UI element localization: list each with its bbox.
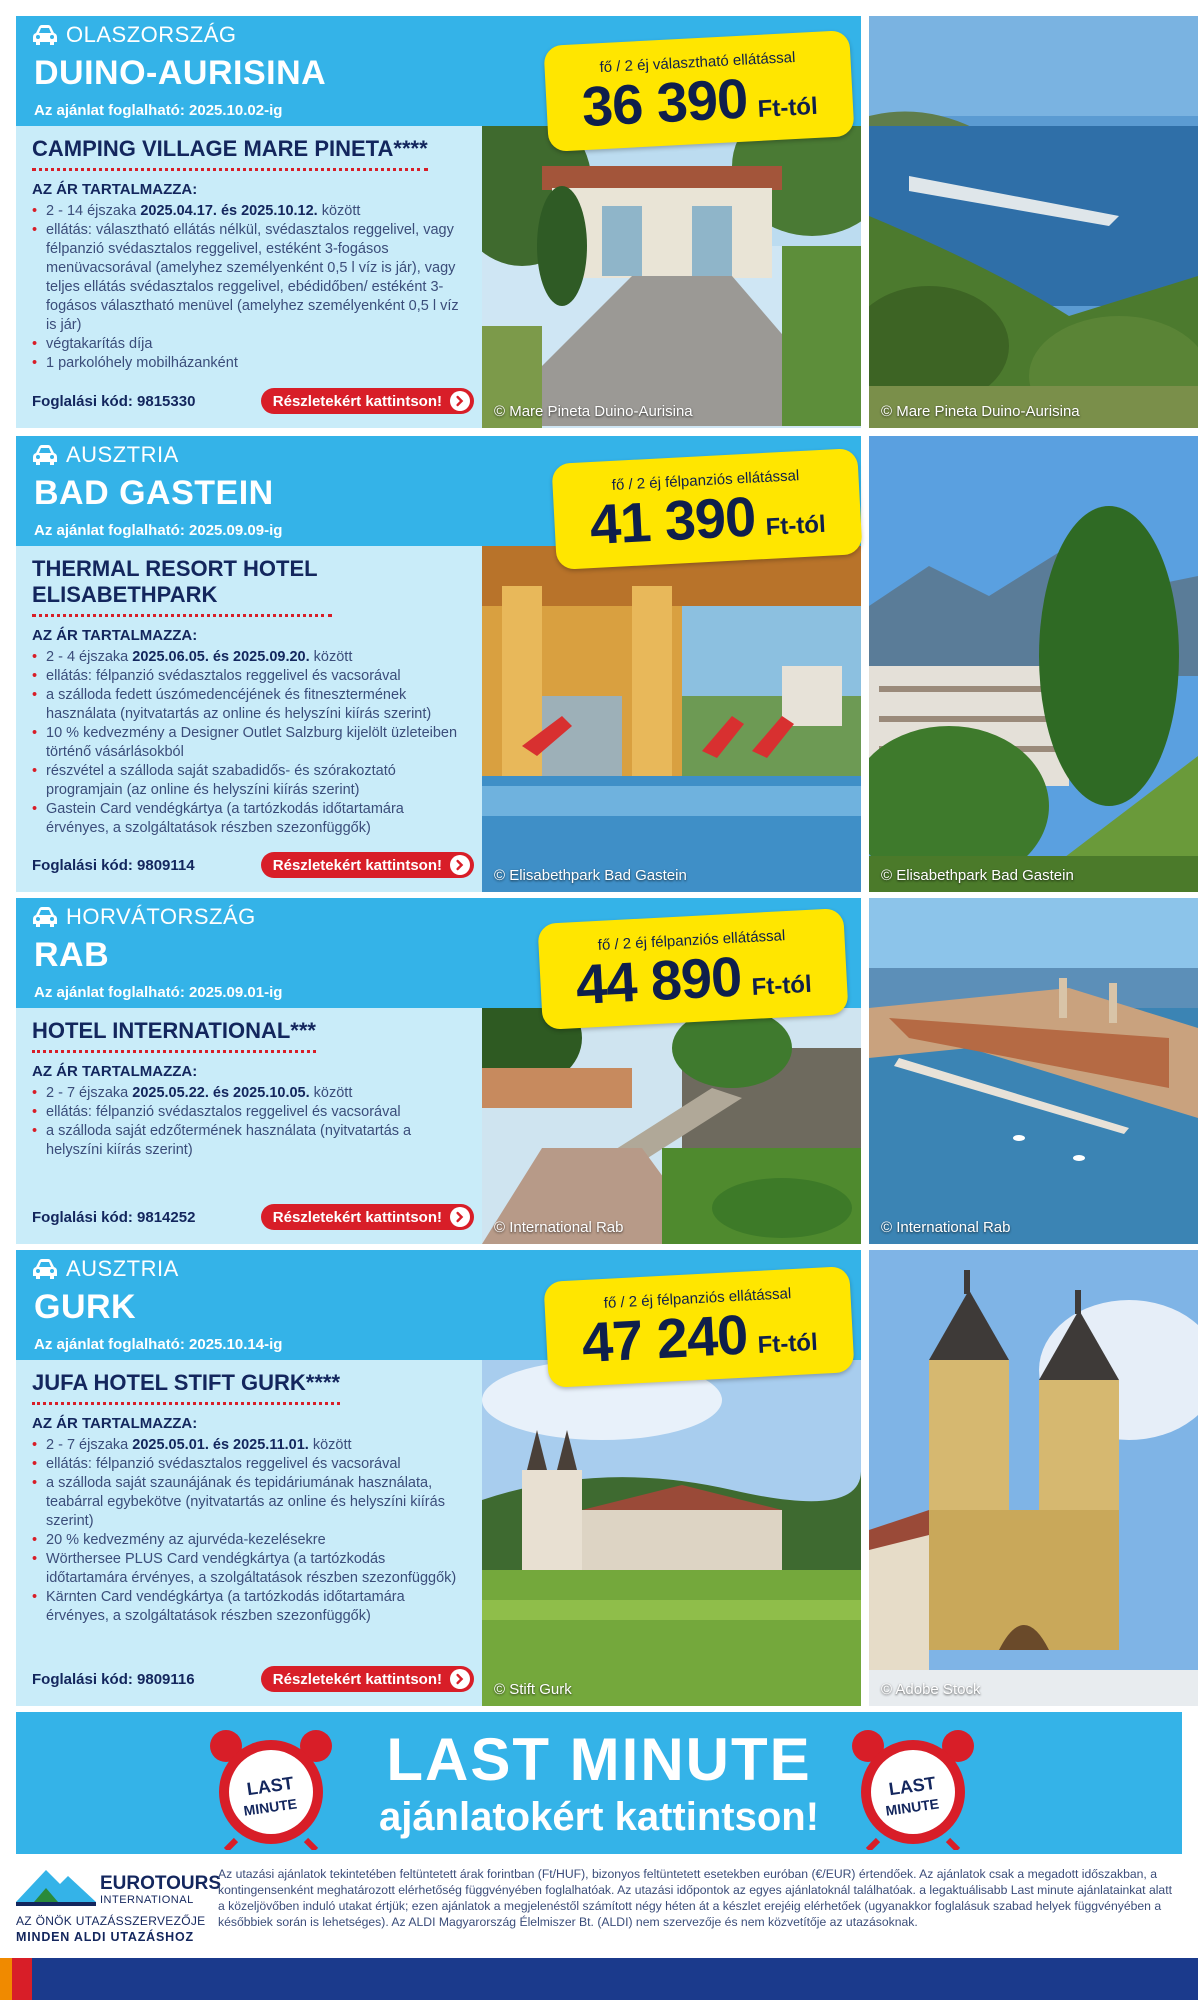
details-button[interactable] (261, 1204, 474, 1230)
included-item (32, 648, 466, 667)
included-item (32, 202, 466, 221)
photo-credit: © International Rab (881, 1219, 1011, 1236)
price-badge (551, 448, 862, 570)
booking-code: Foglalási kód: 9815330 (32, 392, 196, 410)
offer-card-bad-gastein (16, 436, 1182, 892)
details-button-label: Részletekért kattintson! (272, 856, 442, 874)
details-button-label: Részletekért kattintson! (272, 1208, 442, 1226)
destination-title: DUINO-AURISINA (34, 54, 327, 92)
price-suffix: Ft-tól (756, 92, 819, 123)
disclaimer-text: Az utazási ajánlatok tekintetében feltüntetett árak forintban (Ft/HUF), bizonyos feltüntetett esetekben euróban (€/EUR) értendőek. Az ajánlatok csak a megadott időszakban, a kontingensenként meghatározott elérhetőség függvényében foglalhatóak. Az utazási időpontok az egyes ajánlatoknál találhatóak. a legaktuálisabb Last minute ajánlatainkat alatt a közeljövőben induló utakat értjük; ezen ajánlatok a megjelenéstől számított négy héten át a készlet erejéig elérhetőek (ugyanakkor foglalásuk szabad helyek függvényében a későbbiek során is lehetséges). Az ALDI Magyarország Élelmiszer Bt. (ALDI) nem szervezője és nem közvetítője az utazásoknak. (218, 1867, 1172, 1929)
included-item (32, 1436, 466, 1455)
included-item-pre: a szálloda saját edzőtermének használata (nyitvatartás a helyszíni kiírás szerint) (46, 1123, 412, 1158)
included-item-pre: ellátás: félpanzió svédasztalos reggelivel és vacsorával (46, 668, 401, 684)
photo-credit: © Adobe Stock (881, 1681, 981, 1698)
hotel-name: HOTEL INTERNATIONAL*** (32, 1018, 316, 1053)
included-item-pre: végtakarítás díja (46, 336, 153, 352)
price-badge (537, 908, 848, 1030)
booking-row (32, 1204, 474, 1230)
tagline-line2: MINDEN ALDI UTAZÁSHOZ (16, 1930, 194, 1944)
logo-subtitle: INTERNATIONAL (100, 1894, 194, 1906)
logo-name: EUROTOURS (100, 1873, 222, 1894)
included-item-pre: 2 - 7 éjszaka (46, 1437, 133, 1453)
included-item (32, 800, 466, 838)
includes-heading: AZ ÁR TARTALMAZZA: (32, 1063, 198, 1080)
alarm-clock-icon (848, 1720, 978, 1850)
included-item-pre: 10 % kedvezmény a Designer Outlet Salzburg kijelölt üzleteiben történő vásárlásokból (46, 725, 458, 760)
hotel-name: JUFA HOTEL STIFT GURK**** (32, 1370, 340, 1405)
offer-card-rab (16, 898, 1182, 1244)
included-list (32, 1084, 466, 1160)
country-label: OLASZORSZÁG (66, 22, 237, 47)
price-value: 36 390 (580, 66, 749, 138)
arrow-right-icon (450, 1669, 470, 1689)
included-item-post: között (309, 649, 353, 665)
last-minute-subtitle: ajánlatokért kattintson! (378, 1795, 820, 1839)
footer (16, 1862, 1182, 1952)
included-item (32, 354, 466, 373)
photo-credit: © Elisabethpark Bad Gastein (881, 867, 1074, 884)
car-icon (32, 444, 58, 466)
price-suffix: Ft-tól (764, 510, 827, 541)
included-item (32, 762, 466, 800)
arrow-right-icon (450, 855, 470, 875)
photo-rab-town (869, 898, 1198, 1244)
validity-text: Az ajánlat foglalható: 2025.10.02-ig (34, 102, 283, 119)
country-label: HORVÁTORSZÁG (66, 904, 256, 929)
destination-title: RAB (34, 936, 110, 974)
arrow-right-icon (450, 391, 470, 411)
included-item-post: között (308, 1437, 352, 1453)
price-label: fő / 2 éj félpanziós ellátással (611, 466, 800, 494)
stripe-accent-red (12, 1958, 32, 2000)
mountain-logo-icon (16, 1862, 96, 1908)
price-value: 44 890 (574, 944, 743, 1016)
country-label: AUSZTRIA (66, 442, 179, 467)
included-item-pre: 2 - 14 éjszaka (46, 203, 141, 219)
country-row (32, 22, 237, 48)
photo-cathedral-towers (869, 1250, 1198, 1706)
included-item-pre: ellátás: választható ellátás nélkül, svédasztalos reggelivel, vagy félpanzió svédasztalos reggelivel, estéként 3-fogásos menüvacsorával (amelyhez személyenként 0,5 l víz is jár), vagy teljes ellátás svédasztalos reggelivel, ebédidőben/ estéként 3-fogásos választható menüvel (amelyhez személyenként 0,5 l víz is jár) (46, 222, 459, 333)
booking-code: Foglalási kód: 9809116 (32, 1670, 195, 1688)
price-badge (543, 30, 854, 152)
last-minute-title: LAST MINUTE (386, 1726, 812, 1793)
clock-text-line2: MINUTE (884, 1795, 940, 1819)
included-item-pre: 1 parkolóhely mobilházanként (46, 355, 238, 371)
included-item (32, 1455, 466, 1474)
offer-details-panel (16, 1008, 482, 1244)
validity-text: Az ajánlat foglalható: 2025.10.14-ig (34, 1336, 283, 1353)
included-list (32, 1436, 466, 1626)
included-item-pre: Wörthersee PLUS Card vendégkártya (a tartózkodás időtartamára érvényes, a szolgáltatások részben szezonfüggők) (46, 1551, 457, 1586)
booking-code: Foglalási kód: 9809114 (32, 856, 195, 874)
photo-credit: © Elisabethpark Bad Gastein (494, 867, 687, 884)
included-item (32, 724, 466, 762)
offer-details-panel (16, 126, 482, 428)
included-item-bold: 2025.05.22. és 2025.10.05. (132, 1085, 310, 1101)
included-item-pre: 20 % kedvezmény az ajurvéda-kezelésekre (46, 1532, 326, 1548)
included-item (32, 1103, 466, 1122)
country-label: AUSZTRIA (66, 1256, 179, 1281)
included-item-bold: 2025.06.05. és 2025.09.20. (132, 649, 310, 665)
included-item-pre: ellátás: félpanzió svédasztalos reggelivel és vacsorával (46, 1456, 401, 1472)
hotel-name: THERMAL RESORT HOTEL ELISABETHPARK (32, 556, 332, 617)
included-item-pre: a szálloda saját szaunájának és tepidáriumának használata, teabárral egybekötve (nyitvatartás az online és helyszíni kiírás szerint) (46, 1475, 445, 1529)
included-item-pre: Kärnten Card vendégkártya (a tartózkodás időtartamára érvényes, a szolgáltatások részben szezonfüggők) (46, 1589, 405, 1624)
included-item-pre: Gastein Card vendégkártya (a tartózkodás időtartamára érvényes, a szolgáltatások részben szezonfüggők) (46, 801, 404, 836)
included-item (32, 1531, 466, 1550)
included-item (32, 1474, 466, 1531)
details-button[interactable] (261, 388, 474, 414)
included-item (32, 1588, 466, 1626)
includes-heading: AZ ÁR TARTALMAZZA: (32, 181, 198, 198)
photo-stift-gurk-landscape (482, 1360, 861, 1706)
included-list (32, 202, 466, 373)
photo-indoor-pool (482, 546, 861, 892)
country-row (32, 1256, 179, 1282)
included-item (32, 667, 466, 686)
offer-details-panel (16, 1360, 482, 1706)
hotel-name: CAMPING VILLAGE MARE PINETA**** (32, 136, 428, 171)
tagline-line1: AZ ÖNÖK UTAZÁSSZERVEZŐJE (16, 1914, 206, 1928)
included-item-pre: ellátás: félpanzió svédasztalos reggelivel és vacsorával (46, 1104, 401, 1120)
validity-text: Az ajánlat foglalható: 2025.09.09-ig (34, 522, 283, 539)
photo-camping-entrance (482, 126, 861, 428)
included-item-post: között (309, 1085, 353, 1101)
destination-title: BAD GASTEIN (34, 474, 274, 512)
price-value: 47 240 (580, 1302, 749, 1374)
included-item-pre: 2 - 4 éjszaka (46, 649, 133, 665)
car-icon (32, 906, 58, 928)
photo-credit: © International Rab (494, 1219, 624, 1236)
stripe-accent-orange (0, 1958, 12, 2000)
included-list (32, 648, 466, 838)
photo-hotel-mountains (869, 436, 1198, 892)
included-item-pre: részvétel a szálloda saját szabadidős- és szórakoztató programjain (az online és helyszíni kiírás szerint) (46, 763, 396, 798)
included-item (32, 1550, 466, 1588)
price-badge (543, 1266, 854, 1388)
photo-credit: © Mare Pineta Duino-Aurisina (494, 403, 693, 420)
photo-credit: © Stift Gurk (494, 1681, 572, 1698)
photo-credit: © Mare Pineta Duino-Aurisina (881, 403, 1080, 420)
included-item-pre: a szálloda fedett úszómedencéjének és fitnesztermének használata (nyitvatartás az online és helyszíni kiírás szerint) (46, 687, 432, 722)
photo-coast-marina (869, 16, 1198, 428)
price-suffix: Ft-tól (750, 970, 813, 1001)
included-item (32, 221, 466, 335)
offer-card-gurk (16, 1250, 1182, 1706)
details-button[interactable] (261, 852, 474, 878)
price-label: fő / 2 éj félpanziós ellátással (603, 1284, 792, 1312)
clock-text-line1: LAST (245, 1772, 295, 1800)
bottom-stripe (0, 1958, 1198, 2000)
price-value: 41 390 (588, 484, 757, 556)
included-item-bold: 2025.05.01. és 2025.11.01. (132, 1437, 309, 1453)
destination-title: GURK (34, 1288, 137, 1326)
offer-card-duino (16, 16, 1182, 428)
details-button-label: Részletekért kattintson! (272, 1670, 442, 1688)
clock-text-line2: MINUTE (242, 1795, 298, 1819)
included-item (32, 686, 466, 724)
car-icon (32, 1258, 58, 1280)
booking-code: Foglalási kód: 9814252 (32, 1208, 196, 1226)
included-item-post: között (317, 203, 361, 219)
validity-text: Az ajánlat foglalható: 2025.09.01-ig (34, 984, 283, 1001)
last-minute-banner[interactable] (16, 1712, 1182, 1854)
includes-heading: AZ ÁR TARTALMAZZA: (32, 627, 198, 644)
clock-text-line1: LAST (887, 1772, 937, 1800)
price-label: fő / 2 éj választható ellátással (599, 48, 796, 76)
details-button[interactable] (261, 1666, 474, 1692)
includes-heading: AZ ÁR TARTALMAZZA: (32, 1415, 198, 1432)
booking-row (32, 852, 474, 878)
price-suffix: Ft-tól (756, 1328, 819, 1359)
included-item (32, 335, 466, 354)
country-row (32, 904, 256, 930)
included-item (32, 1084, 466, 1103)
eurotours-logo (16, 1862, 222, 1952)
booking-row (32, 1666, 474, 1692)
booking-row (32, 388, 474, 414)
included-item-bold: 2025.04.17. és 2025.10.12. (140, 203, 318, 219)
arrow-right-icon (450, 1207, 470, 1227)
offer-details-panel (16, 546, 482, 892)
photo-hotel-garden (482, 1008, 861, 1244)
car-icon (32, 24, 58, 46)
details-button-label: Részletekért kattintson! (272, 392, 442, 410)
included-item (32, 1122, 466, 1160)
included-item-pre: 2 - 7 éjszaka (46, 1085, 133, 1101)
country-row (32, 442, 179, 468)
price-label: fő / 2 éj félpanziós ellátással (597, 926, 786, 954)
